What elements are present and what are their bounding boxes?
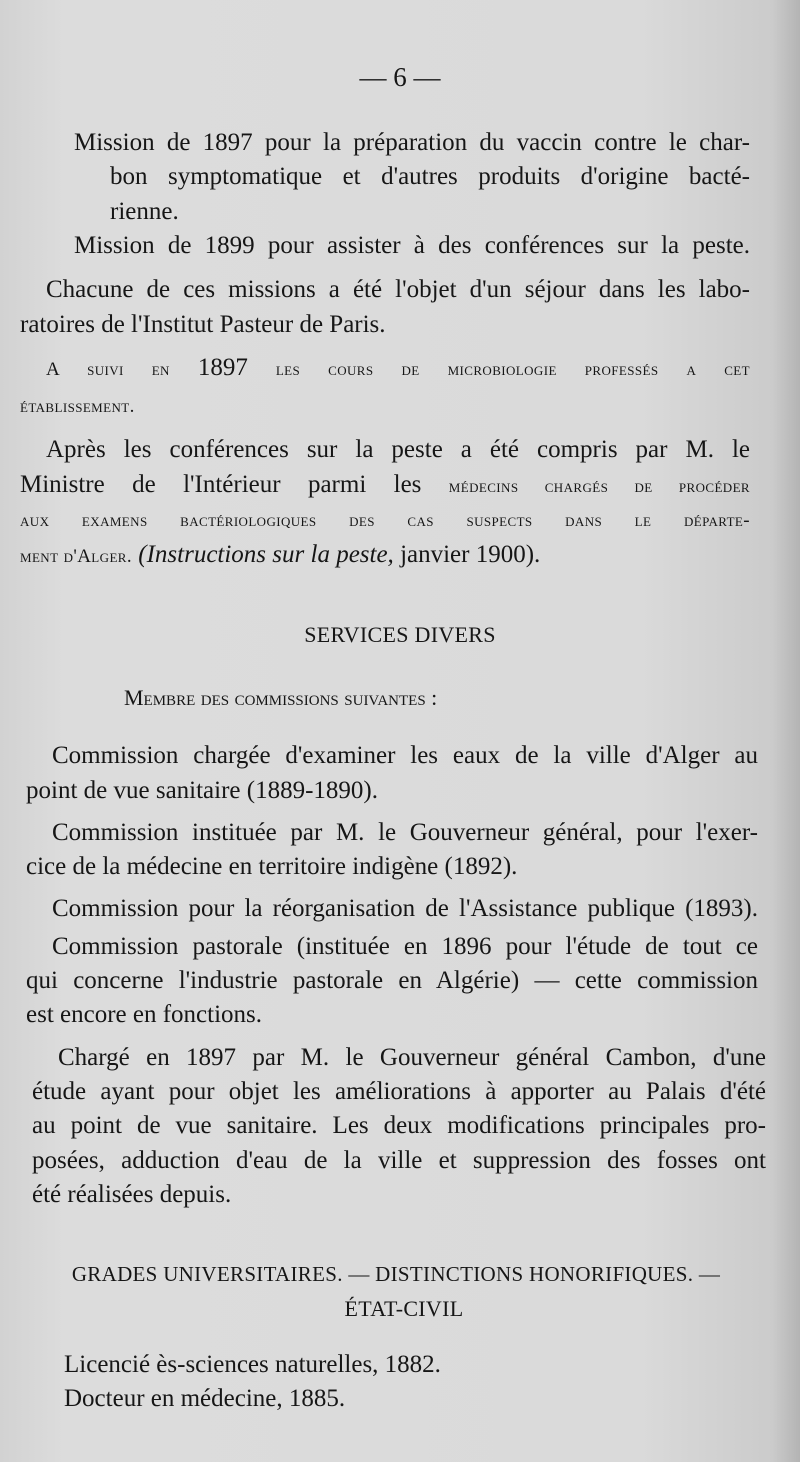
peste-normal: Ministre de l'Intérieur parmi les xyxy=(20,471,449,498)
text-line xyxy=(20,470,750,502)
peste-date: janvier 1900). xyxy=(393,541,541,568)
page-number: — 6 — xyxy=(359,62,441,92)
cours-year: 1897 xyxy=(197,354,248,381)
text-line: Commission instituée par M. le Gouverneur général, pour l'exer- xyxy=(52,819,758,846)
subheading-commissions: Membre des commissions suivantes : xyxy=(124,685,438,710)
section-heading-grades: GRADES UNIVERSITAIRES. — DISTINCTIONS HONORIFIQUES. — xyxy=(71,1262,721,1286)
page-edge-shadow xyxy=(772,0,800,1462)
text-line: Après les conférences sur la peste a été compris par M. le xyxy=(46,436,750,463)
text-line: au point de vue sanitaire. Les deux modifications principales pro- xyxy=(32,1112,766,1139)
text-line: Chacune de ces missions a été l'objet d'un séjour dans les labo- xyxy=(46,276,750,303)
text-line: bon symptomatique et d'autres produits d'origine bacté- xyxy=(110,163,750,190)
text-line: aux examens bactériologiques des cas suspects dans le départe- xyxy=(20,510,750,531)
cours-prefix: A suivi en xyxy=(46,359,198,380)
text-line: point de vue sanitaire (1889-1890). xyxy=(26,777,378,804)
text-line: Commission chargée d'examiner les eaux de la ville d'Alger au xyxy=(52,742,758,769)
text-line: Mission de 1897 pour la préparation du vaccin contre le char- xyxy=(74,129,750,156)
text-line: posées, adduction d'eau de la ville et suppression des fosses ont xyxy=(32,1147,766,1174)
text-line: cice de la médecine en territoire indigène (1892). xyxy=(26,853,518,880)
text-line: Docteur en médecine, 1885. xyxy=(64,1385,346,1412)
text-line: est encore en fonctions. xyxy=(26,1001,263,1028)
text-line: qui concerne l'industrie pastorale en Algérie) — cette commission xyxy=(26,967,758,994)
peste-small-caps: médecins chargés de procéder xyxy=(448,476,750,497)
text-line: rienne. xyxy=(110,198,179,225)
text-line: été réalisées depuis. xyxy=(32,1181,232,1208)
text-line: Commission pour la réorganisation de l'Assistance publique (1893). xyxy=(52,895,758,922)
text-line: Commission pastorale (instituée en 1896 pour l'étude de tout ce xyxy=(52,933,758,960)
text-line: ratoires de l'Institut Pasteur de Paris. xyxy=(20,311,386,338)
section-heading-services: SERVICES DIVERS xyxy=(304,622,496,647)
text-line: étude ayant pour objet les améliorations à apporter au Palais d'été xyxy=(32,1078,766,1105)
text-line: Licencié ès-sciences naturelles, 1882. xyxy=(64,1351,441,1378)
text-line: établissement. xyxy=(20,396,135,417)
text-line xyxy=(46,353,750,385)
cours-rest: les cours de microbiologie professés a cet xyxy=(247,359,750,380)
section-heading-etat-civil: ÉTAT-CIVIL xyxy=(344,1296,464,1321)
text-line xyxy=(20,540,540,572)
text-line: Mission de 1899 pour assister à des conférences sur la peste. xyxy=(74,232,750,259)
instructions-title: (Instructions sur la peste, xyxy=(138,541,394,568)
text-line: Chargé en 1897 par M. le Gouverneur général Cambon, d'une xyxy=(58,1044,766,1071)
peste-alger: ment d'Alger. xyxy=(20,546,133,567)
